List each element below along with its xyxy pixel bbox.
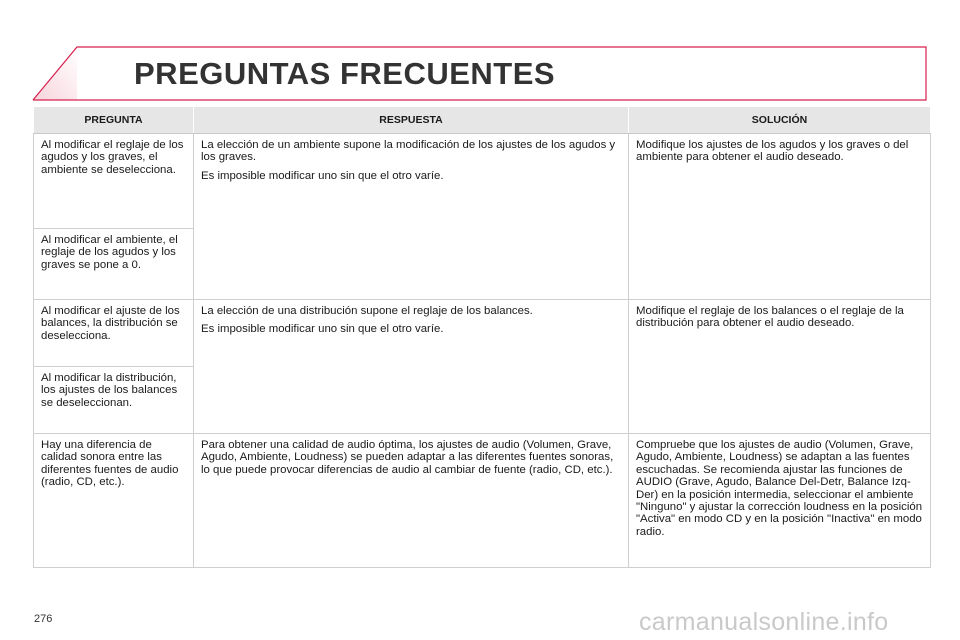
- solution-cell: Modifique el reglaje de los balances o el reglaje de la distribución para obtener el audio deseado.: [629, 300, 931, 434]
- header-decoration: [0, 0, 960, 110]
- question-cell: Al modificar la distribución, los ajustes de los balances se deseleccionan.: [34, 367, 194, 434]
- faq-table: [33, 106, 931, 568]
- page-number: 276: [34, 613, 53, 625]
- table-header-row: [34, 107, 931, 134]
- answer-cell: [194, 134, 629, 300]
- question-cell: Al modificar el reglaje de los agudos y los graves, el ambiente se deselecciona.: [34, 134, 194, 229]
- question-cell: Hay una diferencia de calidad sonora entre las diferentes fuentes de audio (radio, CD, etc.).: [34, 434, 194, 568]
- answer-paragraph: Para obtener una calidad de audio óptima, los ajustes de audio (Volumen, Grave, Agudo, Ambiente, Loudness) se pueden adaptar a las diferentes fuentes sonoras, lo que puede provocar diferencias de audio al cambiar de fuente (radio, CD, etc.).: [201, 439, 614, 476]
- answer-paragraph: Es imposible modificar uno sin que el otro varíe.: [201, 169, 444, 182]
- question-cell: Al modificar el ajuste de los balances, la distribución se deselecciona.: [34, 300, 194, 367]
- column-header-solution: SOLUCIÓN: [629, 107, 931, 134]
- table-row: [34, 300, 931, 367]
- solution-cell: Compruebe que los ajustes de audio (Volumen, Grave, Agudo, Ambiente, Loudness) se adaptan a las fuentes escuchadas. Se recomienda ajustar las funciones de AUDIO (Grave, Agudo, Balance Del-Detr, Balance Izq-Der) en la posición intermedia, seleccionar el ambiente "Ninguno" y ajustar la corrección loudness en la posición "Activa" en modo CD y en la posición "Inactiva" en modo radio.: [629, 434, 931, 568]
- column-header-question: PREGUNTA: [34, 107, 194, 134]
- page-title: PREGUNTAS FRECUENTES: [134, 56, 556, 91]
- question-cell: Al modificar el ambiente, el reglaje de los agudos y los graves se pone a 0.: [34, 229, 194, 300]
- solution-cell: Modifique los ajustes de los agudos y los graves o del ambiente para obtener el audio deseado.: [629, 134, 931, 300]
- answer-paragraph: La elección de una distribución supone el reglaje de los balances.: [201, 305, 533, 317]
- answer-paragraph: La elección de un ambiente supone la modificación de los ajustes de los agudos y los graves.: [201, 139, 616, 164]
- watermark-text: carmanualsonline.info: [639, 608, 889, 636]
- answer-cell: [194, 300, 629, 434]
- answer-paragraph: Es imposible modificar uno sin que el otro varíe.: [201, 323, 444, 336]
- table-row: [34, 434, 931, 568]
- column-header-answer: RESPUESTA: [194, 107, 629, 134]
- table-row: [34, 134, 931, 229]
- answer-cell: [194, 434, 629, 568]
